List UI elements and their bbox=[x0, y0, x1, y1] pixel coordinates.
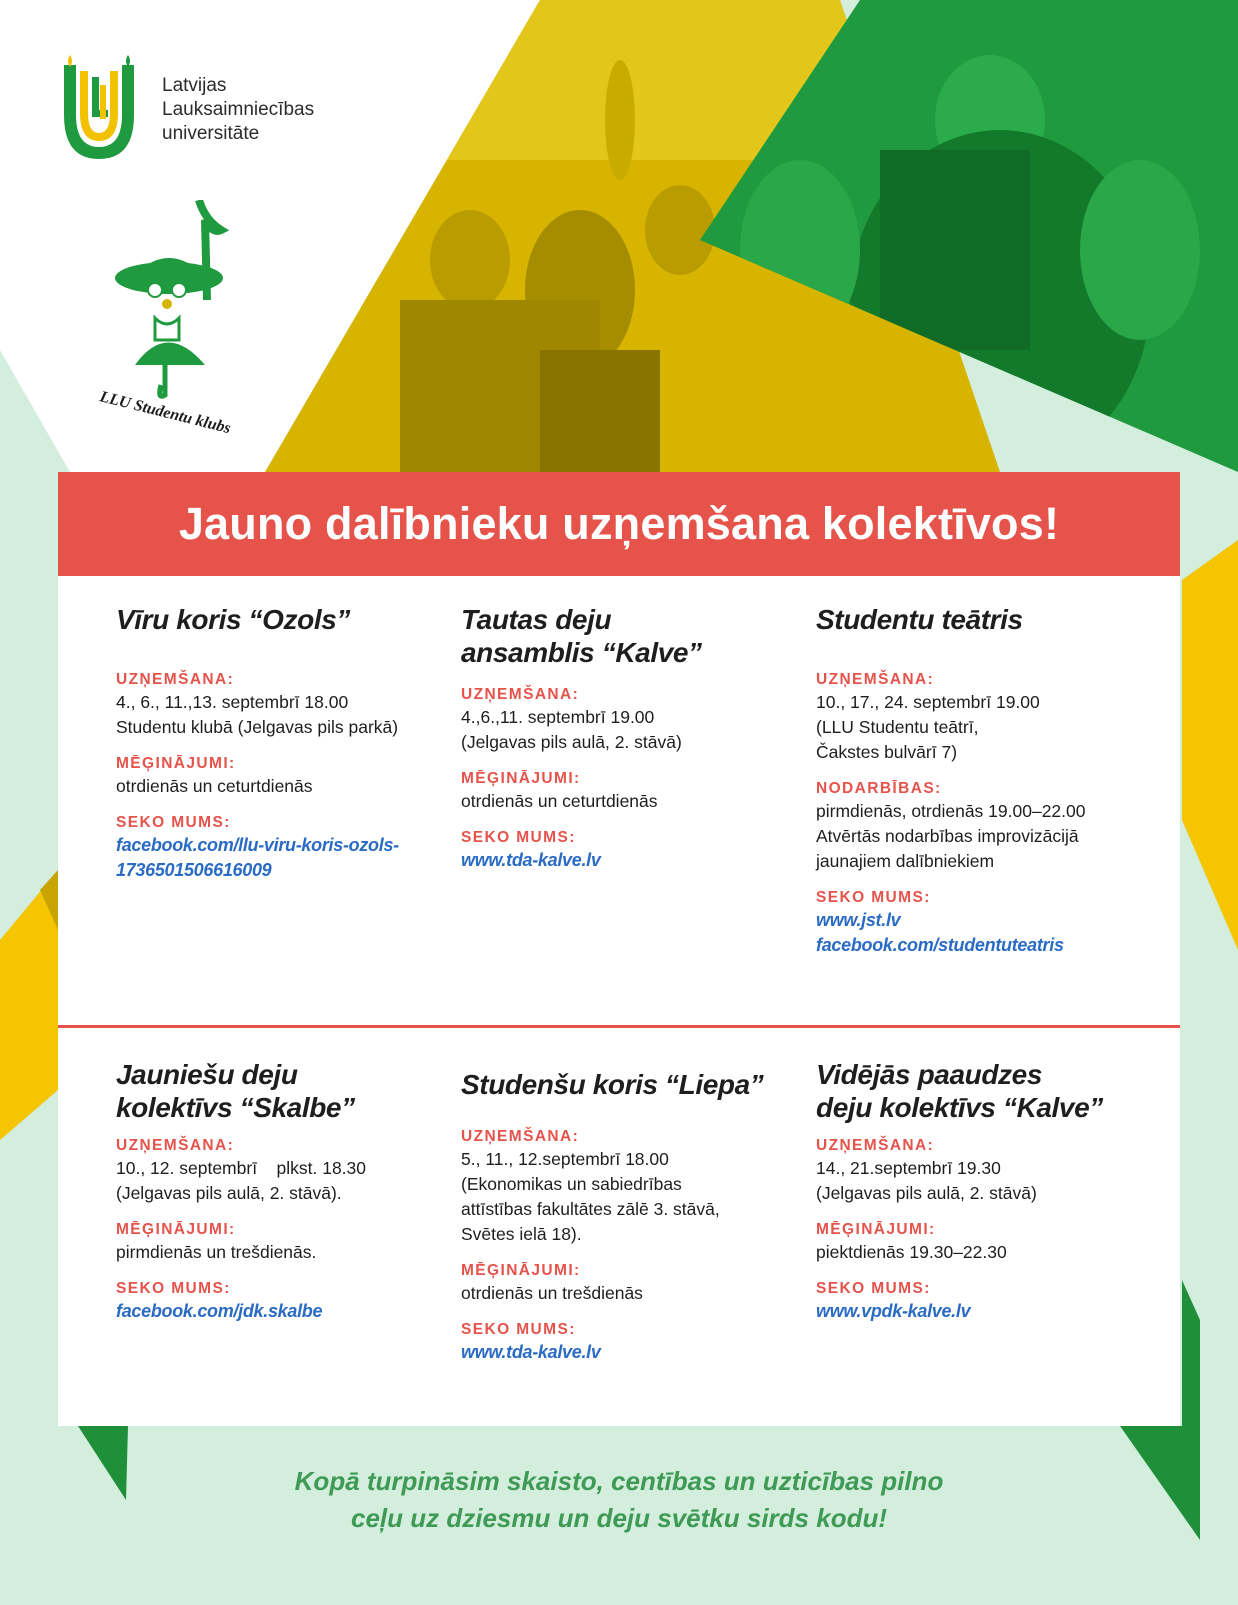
row-divider bbox=[58, 1025, 1180, 1028]
facebook-link[interactable]: facebook.com/jdk.skalbe bbox=[116, 1301, 323, 1321]
footer-line2: ceļu uz dziesmu un deju svētku sirds kodu! bbox=[351, 1503, 887, 1533]
title-banner bbox=[58, 472, 1180, 576]
website-link[interactable]: www.tda-kalve.lv bbox=[461, 850, 601, 870]
group-tautas-deju-ansamblis-kalve bbox=[461, 603, 791, 873]
footer-slogan bbox=[0, 1463, 1238, 1537]
admission-label: UZŅEMŠANA: bbox=[116, 671, 235, 688]
admission-label: UZŅEMŠANA: bbox=[816, 1137, 935, 1154]
admission-text: (Jelgavas pils aulā, 2. stāvā) bbox=[461, 732, 682, 752]
follow-label: SEKO MUMS: bbox=[461, 1321, 576, 1338]
rehearsal-text: piektdienās 19.30–22.30 bbox=[816, 1242, 1007, 1262]
admission-text: 10., 17., 24. septembrī 19.00 bbox=[816, 692, 1040, 712]
group-title: deju kolektīvs “Kalve” bbox=[816, 1092, 1103, 1123]
website-link[interactable]: www.jst.lv bbox=[816, 910, 901, 930]
activities-text: pirmdienās, otrdienās 19.00–22.00 bbox=[816, 801, 1086, 821]
rehearsal-text: otrdienās un trešdienās bbox=[461, 1283, 643, 1303]
university-name-line1: Latvijas bbox=[162, 75, 227, 96]
group-videjas-paaudzes-kalve bbox=[816, 1058, 1146, 1324]
llu-emblem-icon bbox=[58, 55, 140, 165]
admission-text: Čakstes bulvārī 7) bbox=[816, 742, 958, 762]
admission-text: 5., 11., 12.septembrī 18.00 bbox=[461, 1149, 669, 1169]
admission-text: Studentu klubā (Jelgavas pils parkā) bbox=[116, 717, 399, 737]
group-title: ansamblis “Kalve” bbox=[461, 637, 702, 668]
group-title: Tautas deju bbox=[461, 604, 612, 635]
admission-text: 14., 21.septembrī 19.30 bbox=[816, 1158, 1001, 1178]
admission-text: (Jelgavas pils aulā, 2. stāvā). bbox=[116, 1183, 342, 1203]
group-title: Vīru koris “Ozols” bbox=[116, 604, 350, 635]
admission-text: 4.,6.,11. septembrī 19.00 bbox=[461, 707, 655, 727]
admission-text: 4., 6., 11.,13. septembrī 18.00 bbox=[116, 692, 349, 712]
admission-label: UZŅEMŠANA: bbox=[461, 686, 580, 703]
university-name bbox=[162, 74, 314, 146]
admission-text: (Ekonomikas un sabiedrības bbox=[461, 1174, 682, 1194]
rehearsal-label: MĒĢINĀJUMI: bbox=[461, 1262, 581, 1279]
university-name-line3: universitāte bbox=[162, 123, 260, 144]
music-note-dancer-icon bbox=[95, 200, 265, 425]
admission-text: attīstības fakultātes zālē 3. stāvā, bbox=[461, 1199, 720, 1219]
club-name: LLU Studentu klubs bbox=[98, 388, 233, 438]
admission-label: UZŅEMŠANA: bbox=[116, 1137, 235, 1154]
university-name-line2: Lauksaimniecības bbox=[162, 99, 315, 120]
facebook-link[interactable]: facebook.com/llu-viru-koris-ozols- bbox=[116, 835, 399, 855]
follow-label: SEKO MUMS: bbox=[461, 829, 576, 846]
follow-label: SEKO MUMS: bbox=[116, 814, 231, 831]
rehearsal-text: otrdienās un ceturtdienās bbox=[461, 791, 658, 811]
group-title: kolektīvs “Skalbe” bbox=[116, 1092, 355, 1123]
follow-label: SEKO MUMS: bbox=[816, 889, 931, 906]
activities-text: Atvērtās nodarbības improvizācijā bbox=[816, 826, 1079, 846]
facebook-link-cont[interactable]: 1736501506616009 bbox=[116, 860, 272, 880]
university-logo bbox=[58, 55, 314, 165]
follow-label: SEKO MUMS: bbox=[116, 1280, 231, 1297]
admission-label: UZŅEMŠANA: bbox=[816, 671, 935, 688]
rehearsal-text: otrdienās un ceturtdienās bbox=[116, 776, 313, 796]
admission-text: 10., 12. septembrī plkst. 18.30 bbox=[116, 1158, 366, 1178]
admission-text: (LLU Studentu teātrī, bbox=[816, 717, 979, 737]
group-title: Studenšu koris “Liepa” bbox=[461, 1069, 764, 1100]
rehearsal-label: MĒĢINĀJUMI: bbox=[116, 755, 236, 772]
rehearsal-label: MĒĢINĀJUMI: bbox=[816, 1221, 936, 1238]
website-link[interactable]: www.vpdk-kalve.lv bbox=[816, 1301, 971, 1321]
group-jauniesu-deju-kolektivs-skalbe bbox=[116, 1058, 446, 1324]
rehearsal-label: MĒĢINĀJUMI: bbox=[461, 770, 581, 787]
website-link[interactable]: www.tda-kalve.lv bbox=[461, 1342, 601, 1362]
group-studentu-teatris bbox=[816, 603, 1146, 958]
activities-text: jaunajiem dalībniekiem bbox=[816, 851, 995, 871]
admission-text: (Jelgavas pils aulā, 2. stāvā) bbox=[816, 1183, 1037, 1203]
group-studensu-koris-liepa bbox=[461, 1068, 791, 1365]
activities-label: NODARBĪBAS: bbox=[816, 780, 942, 797]
rehearsal-text: pirmdienās un trešdienās. bbox=[116, 1242, 317, 1262]
footer-line1: Kopā turpināsim skaisto, centības un uzticības pilno bbox=[294, 1466, 944, 1496]
group-title: Jauniešu deju bbox=[116, 1059, 298, 1090]
admission-label: UZŅEMŠANA: bbox=[461, 1128, 580, 1145]
group-viru-koris-ozols bbox=[116, 603, 446, 883]
group-title: Vidējās paaudzes bbox=[816, 1059, 1042, 1090]
admission-text: Svētes ielā 18). bbox=[461, 1224, 582, 1244]
group-title: Studentu teātris bbox=[816, 604, 1023, 635]
banner-title: Jauno dalībnieku uzņemšana kolektīvos! bbox=[178, 498, 1060, 549]
rehearsal-label: MĒĢINĀJUMI: bbox=[116, 1221, 236, 1238]
facebook-link[interactable]: facebook.com/studentuteatris bbox=[816, 935, 1064, 955]
follow-label: SEKO MUMS: bbox=[816, 1280, 931, 1297]
